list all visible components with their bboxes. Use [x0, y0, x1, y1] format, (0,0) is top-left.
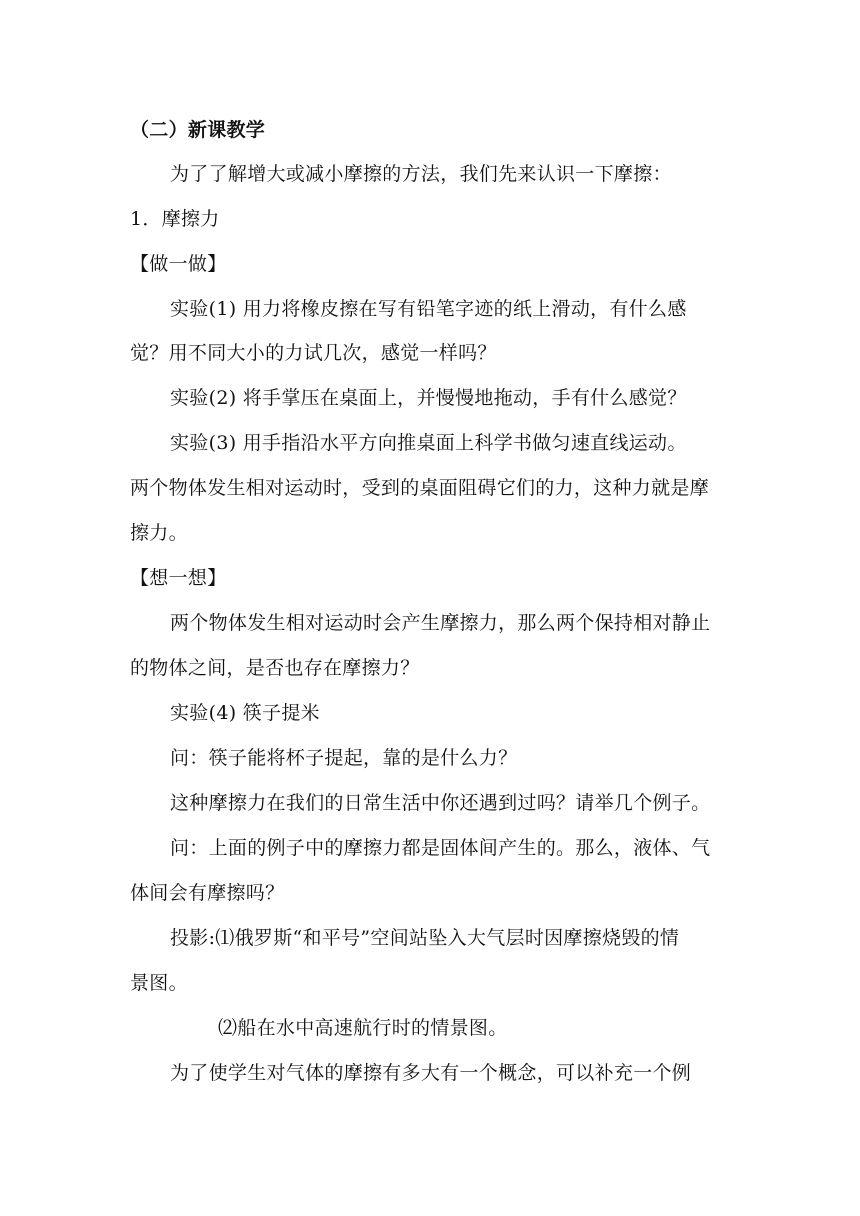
subsection-title: 1．摩擦力 — [130, 208, 220, 230]
question-1: 问：筷子能将杯子提起，靠的是什么力？ — [170, 747, 518, 769]
experiment-2: 实验(2) 将手掌压在桌面上，并慢慢地拖动，手有什么感觉？ — [170, 387, 687, 409]
projection-item-2: ⑵船在水中高速航行时的情景图。 — [218, 1017, 508, 1039]
question-3-line-1: 问：上面的例子中的摩擦力都是固体间产生的。那么，液体、气 — [170, 837, 711, 859]
intro-paragraph: 为了了解增大或减小摩擦的方法，我们先来认识一下摩擦： — [170, 163, 672, 185]
activity-think-label: 【想一想】 — [130, 567, 227, 589]
experiment-4: 实验(4) 筷子提米 — [170, 702, 320, 724]
section-title: （二）新课教学 — [130, 119, 266, 141]
projection-line-1: 投影:⑴俄罗斯“和平号”空间站坠入大气层时因摩擦烧毁的情 — [170, 927, 680, 949]
activity-do-label: 【做一做】 — [130, 253, 227, 275]
question-2: 这种摩擦力在我们的日常生活中你还遇到过吗？请举几个例子。 — [170, 792, 711, 814]
question-3-line-2: 体间会有摩擦吗？ — [130, 882, 285, 904]
closing-paragraph-line: 为了使学生对气体的摩擦有多大有一个概念，可以补充一个例 — [170, 1062, 692, 1084]
experiment-1-line-2: 觉？用不同大小的力试几次，感觉一样吗？ — [130, 342, 497, 364]
experiment-3-line-3: 擦力。 — [130, 522, 188, 544]
think-line-1: 两个物体发生相对运动时会产生摩擦力，那么两个保持相对静止 — [170, 612, 711, 634]
projection-line-2: 景图。 — [130, 972, 188, 994]
experiment-1-line-1: 实验(1) 用力将橡皮擦在写有铅笔字迹的纸上滑动，有什么感 — [170, 298, 687, 320]
think-line-2: 的物体之间，是否也存在摩擦力？ — [130, 657, 420, 679]
experiment-3-line-2: 两个物体发生相对运动时，受到的桌面阻碍它们的力，这种力就是摩 — [130, 477, 710, 499]
experiment-3-line-1: 实验(3) 用手指沿水平方向推桌面上科学书做匀速直线运动。 — [170, 432, 687, 454]
